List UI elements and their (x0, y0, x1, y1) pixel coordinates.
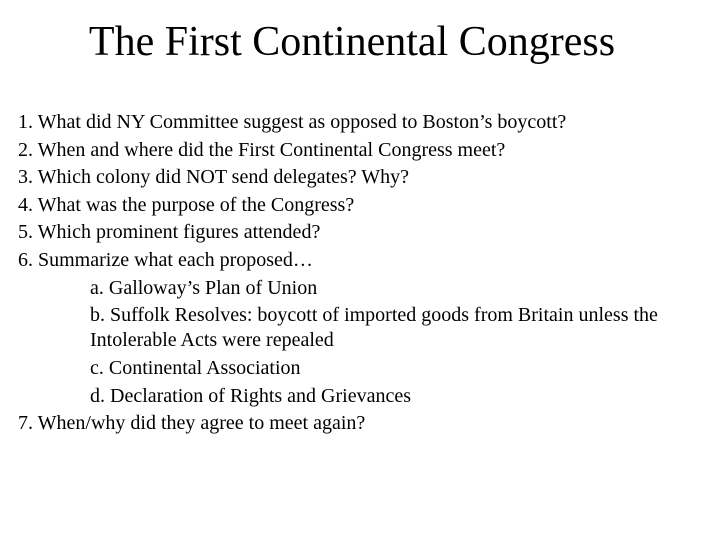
question-4: 4. What was the purpose of the Congress? (18, 193, 355, 216)
question-5: 5. Which prominent figures attended? (18, 221, 321, 244)
sub-item-b: b. Suffolk Resolves: boycott of imported goods from Britain unless the Intolerable Acts were repealed (90, 304, 658, 351)
sub-item-c: c. Continental Association (90, 357, 301, 380)
question-1: 1. What did NY Committee suggest as opposed to Boston’s boycott? (18, 111, 567, 133)
slide-title: The First Continental Congress (88, 19, 616, 65)
question-list (18, 109, 708, 438)
sub-item-a: a. Galloway’s Plan of Union (90, 276, 318, 299)
question-6: 6. Summarize what each proposed… (18, 248, 313, 271)
question-3: 3. Which colony did NOT send delegates? Why? (18, 166, 410, 189)
sub-item-d: d. Declaration of Rights and Grievances (90, 384, 412, 407)
question-2: 2. When and where did the First Continental Congress meet? (18, 138, 506, 161)
question-7: 7. When/why did they agree to meet again? (18, 412, 366, 435)
